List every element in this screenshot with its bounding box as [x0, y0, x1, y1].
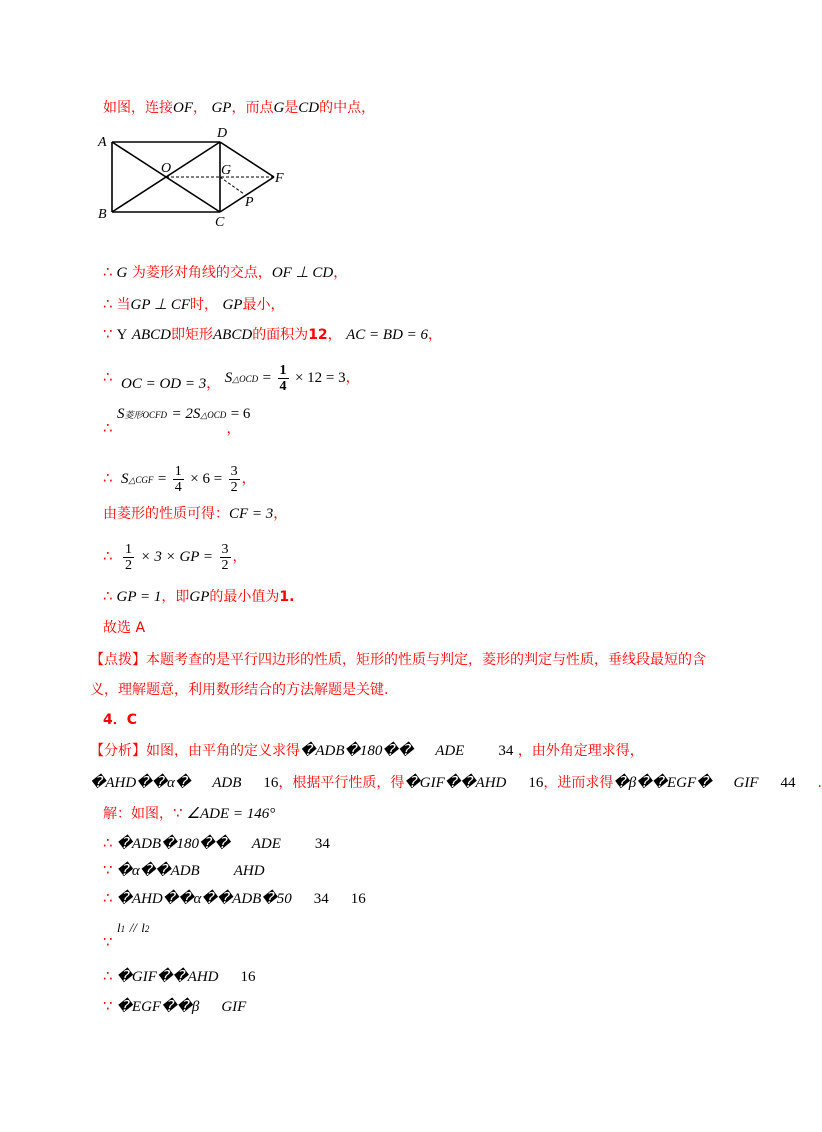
line-7: [103, 504, 287, 524]
line-9: [103, 586, 294, 607]
label-D: D: [217, 126, 228, 141]
text: 如图，连接: [103, 100, 173, 116]
therefore-symbol: ∴: [103, 889, 113, 907]
text: 解：如图，: [103, 806, 173, 822]
fraction: [220, 542, 231, 573]
subscript: △OCD: [200, 410, 227, 420]
math: GP ⊥ CF: [130, 297, 191, 313]
line-21: [103, 966, 256, 987]
math: Y: [116, 327, 128, 343]
math: ABCD: [131, 327, 172, 343]
math: =: [157, 471, 167, 487]
math: G: [116, 265, 128, 281]
math: OC = OD = 3: [121, 376, 207, 392]
math: ABCD: [213, 327, 253, 343]
fraction: [123, 542, 134, 573]
text: 时，: [190, 297, 219, 313]
text: ，: [226, 421, 241, 437]
text: ，由外角定理求得，: [517, 743, 644, 759]
label-G: G: [221, 163, 232, 178]
subscript: △CGF: [128, 475, 154, 485]
line-13: 4．C: [103, 712, 138, 728]
math: 34: [498, 743, 514, 759]
math: =: [262, 370, 272, 386]
text: 为菱形对角线的交点，: [131, 265, 272, 281]
math: S: [121, 471, 129, 487]
line-10: 故选 A: [103, 620, 146, 636]
text: .: [817, 775, 822, 791]
text: 是: [284, 100, 299, 116]
math: × 12 = 3: [294, 370, 346, 386]
math: GP: [222, 297, 243, 313]
subscript: 2: [144, 924, 150, 934]
math: �GIF��AHD: [116, 969, 219, 985]
math: 16: [350, 891, 366, 907]
number: 12: [308, 327, 328, 343]
therefore-symbol: ∴: [103, 419, 113, 437]
text: ，进而求得: [543, 775, 614, 791]
math: �ADB�180��: [116, 836, 230, 852]
line-20-mark: [103, 932, 117, 953]
line-18: [103, 860, 265, 881]
text: 【分析】如图，由平角的定义求得: [90, 743, 300, 759]
line-8: [103, 536, 247, 577]
math-GP: GP: [211, 100, 232, 116]
math: = 6: [230, 406, 251, 422]
parallel-symbol: //: [129, 920, 137, 935]
label-C: C: [215, 215, 225, 230]
text: 的中点，: [319, 100, 376, 116]
denominator: 2: [221, 557, 229, 573]
math: l: [117, 920, 121, 935]
line-15: [90, 773, 822, 793]
math: × 3 × GP =: [140, 549, 214, 565]
math: S: [224, 370, 233, 386]
because-symbol: ∵: [103, 325, 113, 343]
number: 1.: [279, 589, 295, 605]
label-A: A: [98, 135, 107, 150]
math-CD: CD: [298, 100, 320, 116]
fraction: [229, 464, 240, 495]
math: �β��EGF�: [613, 775, 712, 791]
line-4: [103, 360, 360, 396]
intro-line: [103, 98, 375, 118]
denominator: 4: [174, 479, 182, 495]
math-OF: OF: [173, 100, 193, 116]
math: 16: [263, 775, 279, 791]
text: ，: [241, 471, 256, 487]
line-12: 义，理解题意，利用数形结合的方法解题是关键.: [90, 682, 389, 698]
label-B: B: [98, 207, 107, 222]
math: 16: [240, 969, 256, 985]
line-19: [103, 888, 366, 909]
text: 由菱形的性质可得：: [103, 506, 229, 522]
therefore-symbol: ∴: [103, 295, 113, 313]
math: l: [141, 920, 145, 935]
math: GIF: [221, 999, 247, 1015]
text: 即矩形: [171, 327, 214, 343]
text: ，: [327, 327, 342, 343]
denominator: 2: [125, 557, 132, 573]
numerator: 1: [125, 541, 132, 557]
therefore-symbol: ∴: [103, 547, 113, 565]
geometry-figure: [94, 122, 294, 232]
therefore-symbol: ∴: [103, 587, 113, 605]
math: ADB: [212, 775, 242, 791]
line-14: [90, 741, 644, 761]
fraction: [278, 363, 289, 394]
math: �α��ADB: [116, 863, 200, 879]
therefore-symbol: ∴: [103, 469, 113, 487]
text: ，: [345, 370, 360, 386]
text: ，: [273, 506, 288, 522]
math: �AHD��α��ADB�50: [116, 891, 292, 907]
math: 34: [313, 891, 329, 907]
math: �AHD��α�: [90, 775, 191, 791]
fraction: [173, 464, 184, 495]
subscript: 菱形OCFD: [124, 410, 167, 420]
therefore-symbol: ∴: [103, 834, 113, 852]
text: ，: [428, 327, 443, 343]
math: ADE: [435, 743, 465, 759]
math: OF ⊥ CD: [271, 265, 334, 281]
text: ，根据平行性质，得: [278, 775, 405, 791]
dashed-GP: [220, 177, 244, 194]
text: ，即: [161, 589, 190, 605]
math: AC = BD = 6: [346, 327, 429, 343]
subscript: △OCD: [232, 374, 259, 384]
math: 34: [314, 836, 330, 852]
line-22: [103, 996, 246, 1017]
math: 44: [780, 775, 796, 791]
math: AHD: [233, 863, 265, 879]
subscript: 1: [120, 924, 126, 934]
line-2: [103, 294, 284, 315]
because-symbol: ∵: [103, 861, 113, 879]
therefore-symbol: ∴: [103, 368, 113, 386]
math: S: [117, 406, 125, 422]
label-P: P: [245, 195, 254, 210]
line-6: [103, 458, 256, 500]
math: GP: [189, 589, 210, 605]
math: GP = 1: [116, 589, 162, 605]
text: 的面积为: [252, 327, 309, 343]
numerator: 1: [279, 362, 287, 378]
line-17: [103, 833, 330, 854]
math: ADE: [251, 836, 281, 852]
denominator: 2: [230, 479, 238, 495]
text: ，而点: [231, 100, 274, 116]
label-F: F: [275, 171, 284, 186]
math: �EGF��β: [116, 999, 200, 1015]
numerator: 3: [230, 463, 238, 479]
denominator: 4: [279, 378, 287, 394]
text: ，: [193, 100, 207, 116]
label-O: O: [161, 161, 172, 176]
math: × 6 =: [190, 471, 223, 487]
text: ，: [232, 549, 247, 565]
text: ，: [333, 265, 348, 281]
math: CF = 3: [229, 506, 274, 522]
math-G: G: [273, 100, 285, 116]
line-3: [103, 324, 442, 345]
line-5-mark: [103, 418, 241, 439]
math: �ADB�180��: [300, 743, 414, 759]
text: 的最小值为: [209, 589, 280, 605]
text: 当: [116, 297, 131, 313]
numerator: 1: [174, 463, 182, 479]
because-symbol: ∵: [103, 933, 113, 951]
because-symbol: ∵: [173, 804, 183, 822]
math: ∠ADE = 146°: [186, 806, 276, 822]
line-16: [103, 803, 275, 824]
line-11: 【点拨】本题考查的是平行四边形的性质，矩形的性质与判定，菱形的判定与性质，垂线段最短的含: [90, 652, 706, 668]
line-1: [103, 262, 347, 283]
math: 16: [528, 775, 544, 791]
numerator: 3: [221, 541, 229, 557]
math: �GIF��AHD: [404, 775, 507, 791]
math: = 2S: [171, 406, 201, 422]
because-symbol: ∵: [103, 997, 113, 1015]
therefore-symbol: ∴: [103, 263, 113, 281]
math: GIF: [733, 775, 759, 791]
text: 最小，: [242, 297, 285, 313]
text: ，: [206, 376, 221, 392]
therefore-symbol: ∴: [103, 967, 113, 985]
